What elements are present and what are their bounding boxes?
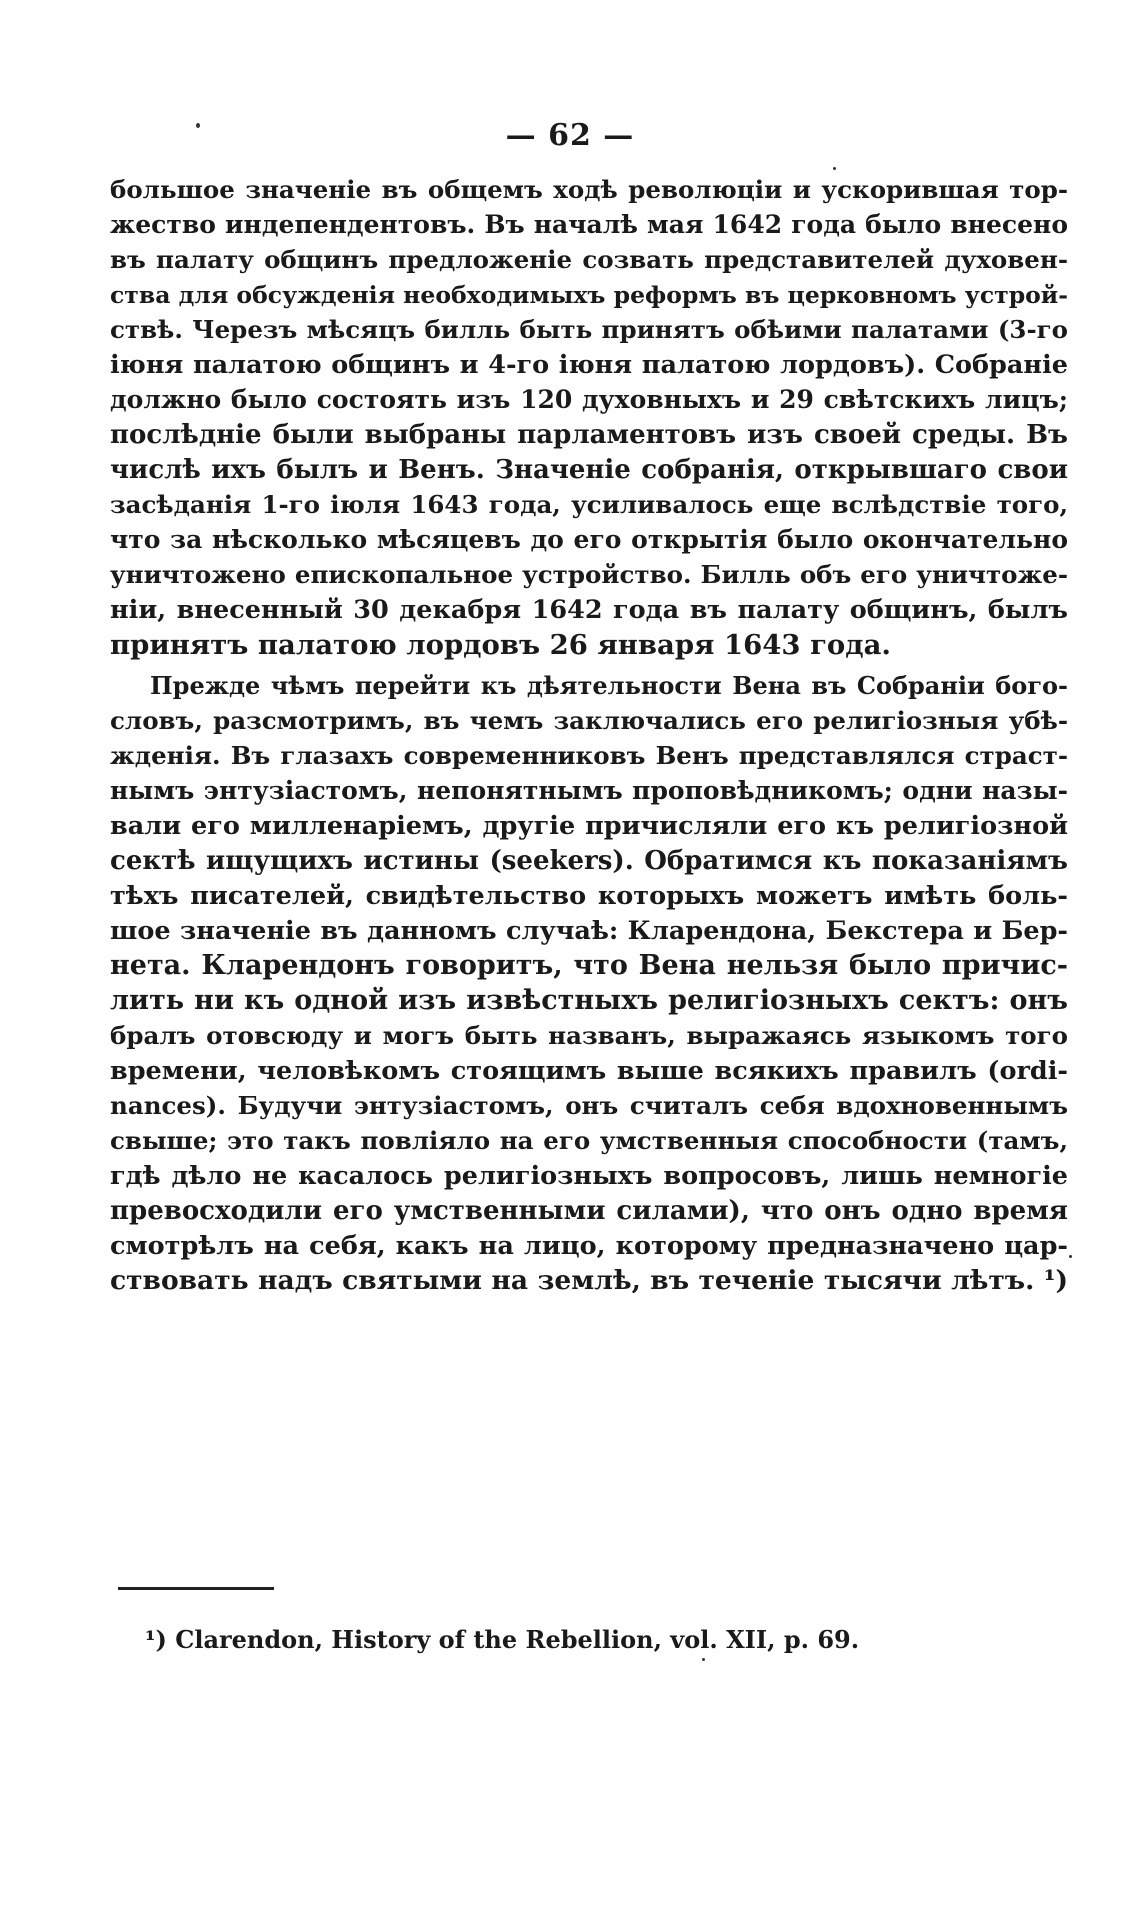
text-line: должно было состоять изъ 120 духовныхъ и 29 свѣтскихъ лицъ; [110, 385, 1068, 414]
text-line: ства для обсужденія необходимыхъ реформъ въ церковномъ устрой- [110, 281, 1068, 309]
text-line: тѣхъ писателей, свидѣтельство которыхъ можетъ имѣть боль- [110, 881, 1068, 911]
text-line: послѣдніе были выбраны парламентовъ изъ своей среды. Въ [110, 420, 1068, 450]
text-line: nances). Будучи энтузіастомъ, онъ считалъ себя вдохновеннымъ [110, 1091, 1068, 1120]
text-line: вали его милленаріемъ, другіе причисляли его къ религіозной [110, 811, 1068, 841]
page-number: — 62 — [505, 118, 635, 153]
scan-speck [196, 123, 200, 128]
text-line: что за нѣсколько мѣсяцевъ до его открытія было окончательно [110, 525, 1068, 554]
text-line: смотрѣлъ на себя, какъ на лицо, которому предназначено цар- [110, 1231, 1068, 1261]
text-line: жденія. Въ глазахъ современниковъ Венъ представлялся страст- [110, 741, 1068, 770]
text-line: лить ни къ одной изъ извѣстныхъ религіозныхъ сектъ: онъ [110, 985, 1068, 1016]
text-line: ніи, внесенный 30 декабря 1642 года въ палату общинъ, былъ [110, 595, 1068, 625]
text-line: ствѣ. Черезъ мѣсяцъ билль быть принятъ обѣими палатами (3-го [110, 315, 1068, 344]
text-line: Прежде чѣмъ перейти къ дѣятельности Вена въ Собраніи бого- [150, 671, 1068, 700]
text-line: уничтожено епископальное устройство. Билль объ его уничтоже- [110, 560, 1068, 589]
text-line: большое значеніе въ общемъ ходѣ революціи и ускорившая тор- [110, 175, 1068, 204]
text-line: времени, человѣкомъ стоящимъ выше всякихъ правилъ (ordi- [110, 1056, 1068, 1086]
text-line: іюня палатою общинъ и 4-го іюня палатою лордовъ). Собраніе [110, 350, 1068, 380]
text-line: нета. Кларендонъ говоритъ, что Вена нельзя было причис- [110, 950, 1068, 981]
text-line: сектѣ ищущихъ истины (seekers). Обратимся къ показаніямъ [110, 846, 1068, 876]
footnote-divider [118, 1587, 274, 1590]
text-line: нымъ энтузіастомъ, непонятнымъ проповѣдникомъ; одни назы- [110, 776, 1068, 805]
scan-speck [833, 167, 836, 170]
text-line: словъ, разсмотримъ, въ чемъ заключались его религіозныя убѣ- [110, 706, 1068, 735]
text-line: числѣ ихъ былъ и Венъ. Значеніе собранія, открывшаго свои [110, 455, 1068, 485]
scan-speck [702, 1658, 705, 1661]
scan-speck [1069, 1255, 1072, 1258]
text-line: гдѣ дѣло не касалось религіозныхъ вопросовъ, лишь немногіе [110, 1161, 1068, 1191]
text-line: превосходили его умственными силами), что онъ одно время [110, 1196, 1068, 1226]
text-line: засѣданія 1-го іюля 1643 года, усиливалось еще вслѣдствіе того, [110, 490, 1068, 519]
text-line: жество индепендентовъ. Въ началѣ мая 1642 года было внесено [110, 210, 1068, 239]
text-line: бралъ отовсюду и могъ быть названъ, выражаясь языкомъ того [110, 1021, 1068, 1050]
footnote: ¹) Clarendon, History of the Rebellion, vol. XII, p. 69. [145, 1625, 860, 1654]
text-line: въ палату общинъ предложеніе созвать представителей духовен- [110, 245, 1068, 274]
text-line: ствовать надъ святыми на землѣ, въ теченіе тысячи лѣтъ. ¹) [110, 1265, 1068, 1296]
text-line: свыше; это такъ повліяло на его умственныя способности (тамъ, [110, 1126, 1068, 1155]
text-line: принятъ палатою лордовъ 26 января 1643 года. [110, 629, 891, 661]
text-line: шое значеніе въ данномъ случаѣ: Кларендона, Бекстера и Бер- [110, 916, 1068, 946]
